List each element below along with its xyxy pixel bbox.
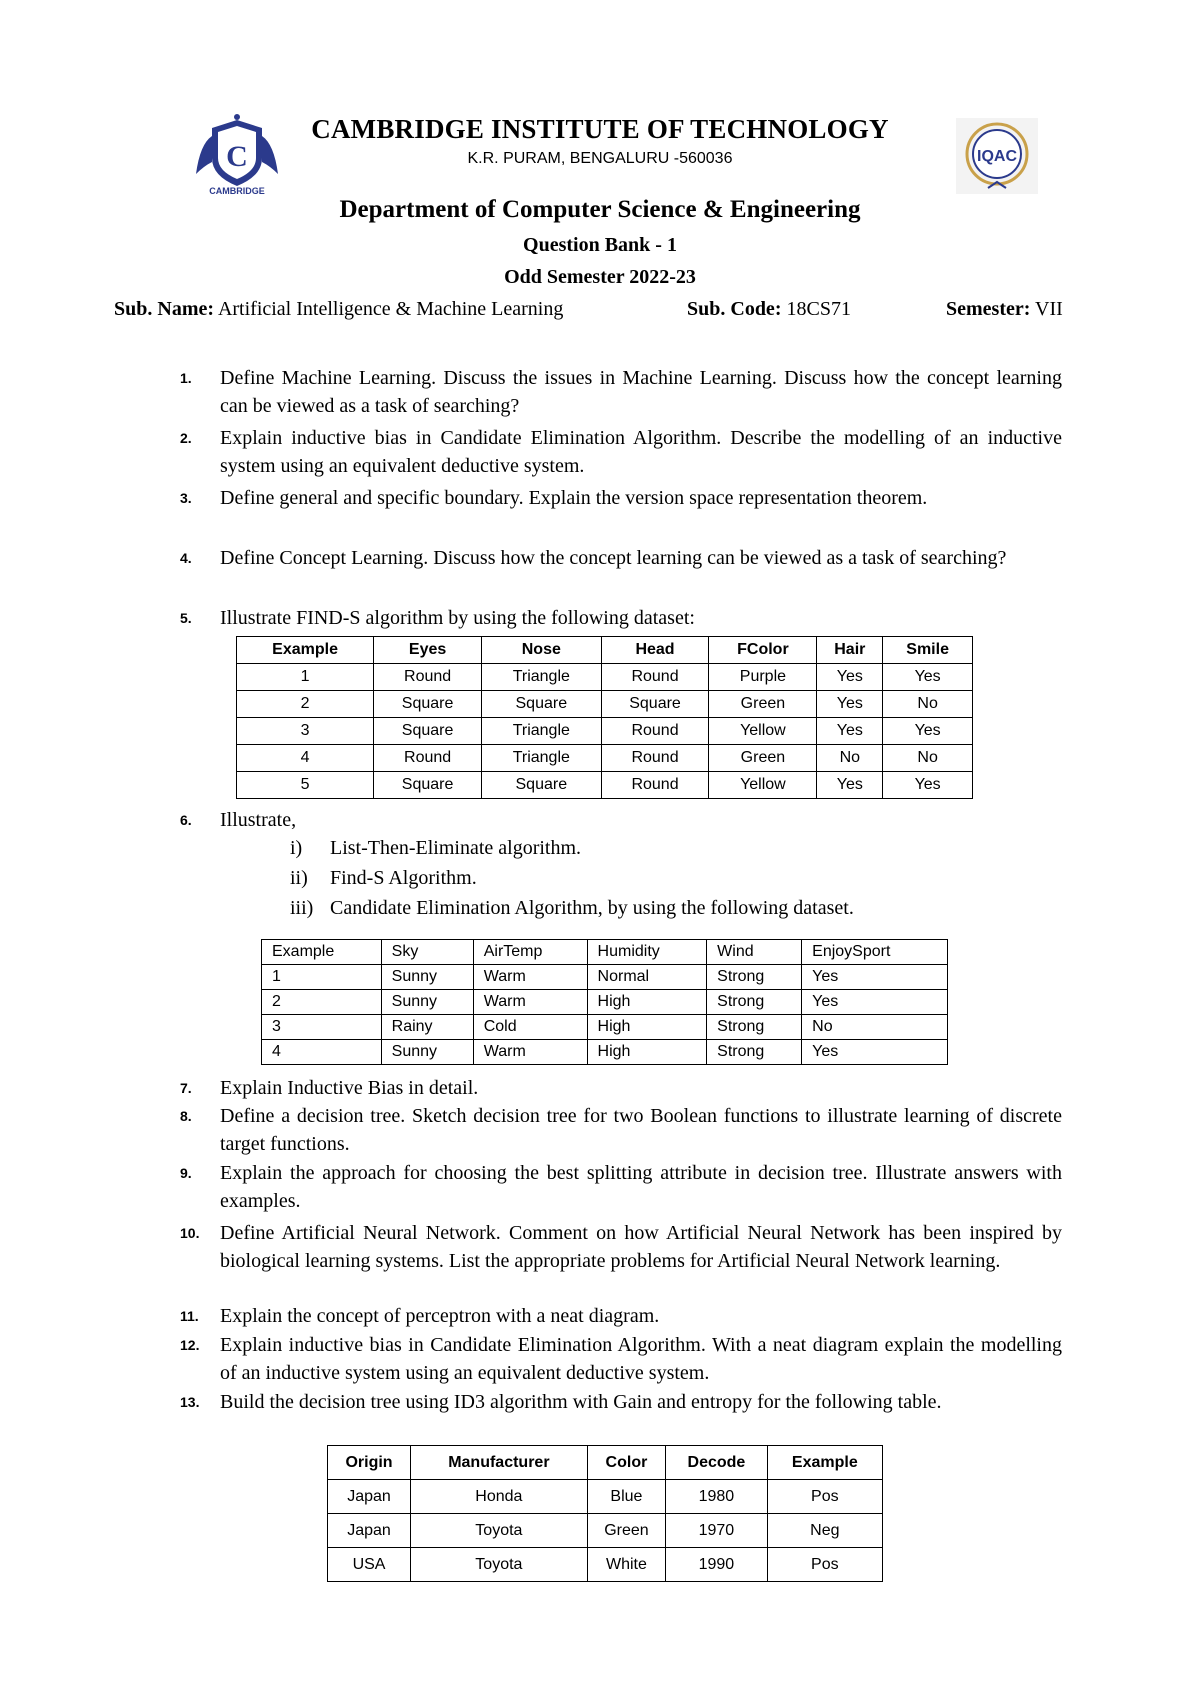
question-item: 5. Illustrate FIND-S algorithm by using the following dataset: bbox=[180, 607, 695, 629]
question-item: 9. Explain the approach for choosing the best splitting attribute in decision tree. Illustrate answers with examples. bbox=[180, 1162, 1062, 1212]
question-item: 3. Define general and specific boundary. Explain the version space representation theorem. bbox=[180, 487, 928, 509]
question-item: 12. Explain inductive bias in Candidate Elimination Algorithm. With a neat diagram explain the modelling of an inductive system using an equivalent deductive system. bbox=[180, 1334, 1062, 1384]
find-s-dataset-table bbox=[236, 636, 973, 799]
question-item: 8. Define a decision tree. Sketch decision tree for two Boolean functions to illustrate learning of discrete target functions. bbox=[180, 1105, 1062, 1155]
question-item: 10. Define Artificial Neural Network. Comment on how Artificial Neural Network has been inspired by biological learning systems. List the appropriate problems for Artificial Neural Network learning. bbox=[180, 1222, 1062, 1272]
institute-name: CAMBRIDGE INSTITUTE OF TECHNOLOGY bbox=[311, 114, 889, 144]
table-row: 3 Rainy Cold High Strong No bbox=[262, 1015, 948, 1040]
table-row: 3 Square Triangle Round Yellow Yes Yes bbox=[237, 718, 973, 745]
table-row: Japan Honda Blue 1980 Pos bbox=[328, 1480, 883, 1514]
question-item: 2. Explain inductive bias in Candidate Elimination Algorithm. Describe the modelling of an inductive system using an equivalent deductive system. bbox=[180, 427, 1062, 477]
question-item: 1. Define Machine Learning. Discuss the issues in Machine Learning. Discuss how the concept learning can be viewed as a task of searching? bbox=[180, 367, 1062, 417]
question-item: 7. Explain Inductive Bias in detail. bbox=[180, 1077, 479, 1099]
subject-name: Sub. Name: Artificial Intelligence & Machine Learning bbox=[114, 298, 564, 320]
semester-year: Odd Semester 2022-23 bbox=[504, 266, 696, 288]
department-title: Department of Computer Science & Engineering bbox=[339, 196, 861, 223]
table-row: 1 Round Triangle Round Purple Yes Yes bbox=[237, 664, 973, 691]
iqac-logo-text: IQAC bbox=[977, 148, 1017, 165]
table-header-row: Example Sky AirTemp Humidity Wind EnjoySport bbox=[262, 940, 948, 965]
cambridge-logo-text: CAMBRIDGE bbox=[209, 186, 265, 196]
table-row: 4 Round Triangle Round Green No No bbox=[237, 745, 973, 772]
subject-code: Sub. Code: 18CS71 bbox=[687, 298, 851, 320]
q6-subitem: ii) Find-S Algorithm. bbox=[290, 867, 477, 889]
question-item: 4. Define Concept Learning. Discuss how the concept learning can be viewed as a task of searching? bbox=[180, 547, 1007, 569]
table-row: 4 Sunny Warm High Strong Yes bbox=[262, 1040, 948, 1065]
institute-address: K.R. PURAM, BENGALURU -560036 bbox=[467, 150, 733, 167]
table-row: USA Toyota White 1990 Pos bbox=[328, 1548, 883, 1582]
table-row: 2 Sunny Warm High Strong Yes bbox=[262, 990, 948, 1015]
enjoysport-dataset-table bbox=[261, 939, 948, 1065]
table-row: Japan Toyota Green 1970 Neg bbox=[328, 1514, 883, 1548]
id3-dataset-table bbox=[327, 1445, 883, 1582]
table-row: 5 Square Square Round Yellow Yes Yes bbox=[237, 772, 973, 799]
subject-semester: Semester: VII bbox=[946, 298, 1063, 320]
question-item: 6. Illustrate, bbox=[180, 809, 297, 831]
question-item: 11. Explain the concept of perceptron with a neat diagram. bbox=[180, 1305, 660, 1327]
svg-text:C: C bbox=[226, 140, 248, 173]
question-item: 13. Build the decision tree using ID3 algorithm with Gain and entropy for the following table. bbox=[180, 1391, 942, 1413]
table-header-row: Origin Manufacturer Color Decode Example bbox=[328, 1446, 883, 1480]
q6-subitem: iii) Candidate Elimination Algorithm, by using the following dataset. bbox=[290, 897, 854, 919]
table-row: 1 Sunny Warm Normal Strong Yes bbox=[262, 965, 948, 990]
table-row: 2 Square Square Square Green Yes No bbox=[237, 691, 973, 718]
question-bank-title: Question Bank - 1 bbox=[523, 234, 677, 256]
q6-subitem: i) List-Then-Eliminate algorithm. bbox=[290, 837, 582, 859]
table-header-row: Example Eyes Nose Head FColor Hair Smile bbox=[237, 637, 973, 664]
